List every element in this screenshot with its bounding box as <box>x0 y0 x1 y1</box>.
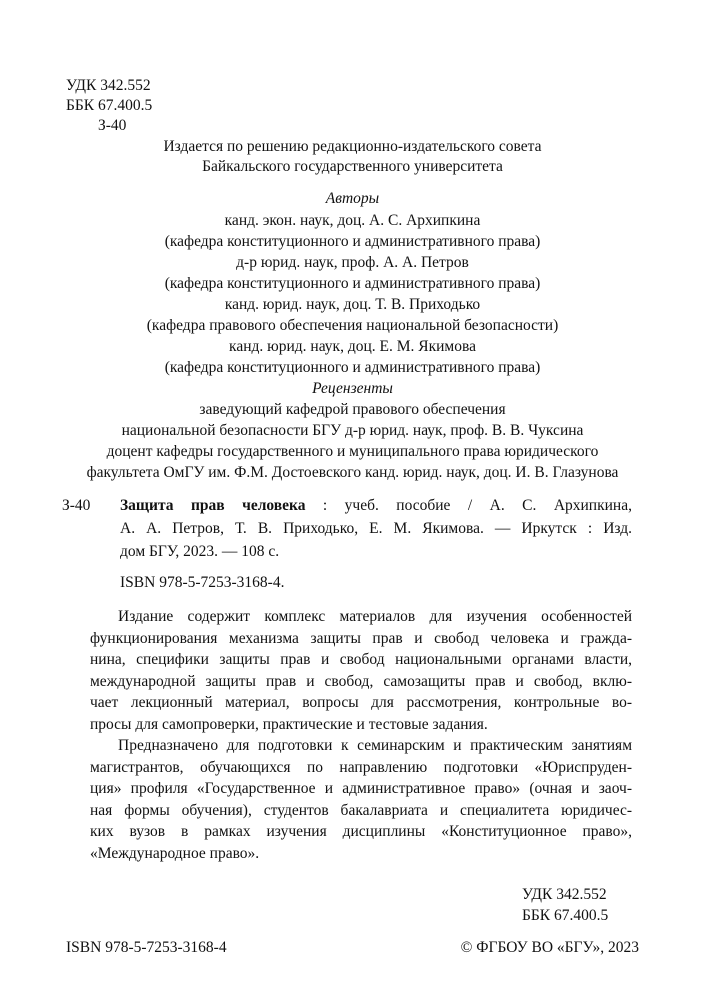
annotation-line: ная формы обучения), студентов бакалавриата и специалитета юридичес- <box>90 801 632 819</box>
bib-author-mark: З-40 <box>62 497 91 514</box>
publisher-note-line: Байкальского государственного университета <box>202 158 503 175</box>
udk-code: УДК 342.552 <box>66 77 151 94</box>
bib-line-rest: : учеб. пособие / А. С. Архипкина, <box>305 497 632 514</box>
publisher-note-line: Издается по решению редакционно-издательского совета <box>163 138 542 155</box>
author-line: (кафедра конституционного и административного права) <box>164 275 541 292</box>
annotation-line: Предназначено для подготовки к семинарским и практическим занятиям <box>118 737 632 754</box>
annotation-line: ких вузов в рамках изучения дисциплины «Конституционное право», <box>90 823 632 840</box>
annotation-line: магистрантов, обучающихся по направлению подготовки «Юриспруден- <box>90 758 632 776</box>
annotation-line: «Международное право». <box>90 844 260 862</box>
annotation-line: чает лекционный материал, вопросы для рассмотрения, контрольные во- <box>90 694 632 711</box>
annotation-paragraph-2 <box>90 735 632 864</box>
author-line: канд. юрид. наук, доц. Т. В. Приходько <box>224 296 481 313</box>
author-line: (кафедра конституционного и административного права) <box>164 359 541 376</box>
copyright: © ФГБОУ ВО «БГУ», 2023 <box>460 939 639 956</box>
reviewer-line: заведующий кафедрой правового обеспечения <box>199 401 506 418</box>
author-line: (кафедра конституционного и административного права) <box>164 233 541 250</box>
bottom-udk-code: УДК 342.552 <box>522 886 607 903</box>
annotation-line: нина, специфики защиты прав и свобод национальными органами власти, <box>90 651 632 668</box>
reviewer-line: доцент кафедры государственного и муниципального права юридического <box>106 443 599 460</box>
footer-isbn: ISBN 978-5-7253-3168-4 <box>66 939 227 956</box>
annotation-line: Издание содержит комплекс материалов для изучения особенностей <box>118 608 632 625</box>
author-line: д-р юрид. наук, проф. А. А. Петров <box>236 254 469 271</box>
annotation-line: функционирования механизма защиты прав и свобод человека и гражда- <box>90 629 632 647</box>
reviewer-line: национальной безопасности БГУ д-р юрид. наук, проф. В. В. Чуксина <box>121 422 584 439</box>
book-title: Защита прав человека <box>120 497 306 514</box>
bibliographic-entry <box>120 494 632 563</box>
author-line: канд. экон. наук, доц. А. С. Архипкина <box>224 212 481 229</box>
annotation-line: просы для самопроверки, практические и тестовые задания. <box>90 715 488 733</box>
author-mark: З-40 <box>98 117 127 134</box>
bib-line: дом БГУ, 2023. — 108 с. <box>120 543 280 560</box>
bib-line <box>120 494 632 517</box>
author-line: канд. юрид. наук, доц. Е. М. Якимова <box>229 338 476 355</box>
annotation-paragraph-1 <box>90 606 632 735</box>
annotation-line: международной защиты прав и свобод, самозащиты прав и свобод, вклю- <box>90 672 632 690</box>
reviewer-line: факультета ОмГУ им. Ф.М. Достоевского канд. юрид. наук, доц. И. В. Глазунова <box>86 464 619 481</box>
bottom-bbk-code: ББК 67.400.5 <box>522 907 609 924</box>
bib-line: А. А. Петров, Т. В. Приходько, Е. М. Якимова. — Иркутск : Изд. <box>120 520 632 537</box>
bib-isbn: ISBN 978-5-7253-3168-4. <box>120 574 285 591</box>
authors-heading: Авторы <box>325 190 380 207</box>
author-line: (кафедра правового обеспечения национальной безопасности) <box>146 317 559 334</box>
reviewers-heading: Рецензенты <box>312 380 393 397</box>
bbk-code: ББК 67.400.5 <box>66 97 153 114</box>
annotation-line: ция» профиля «Государственное и административное право» (очная и заоч- <box>90 780 632 797</box>
